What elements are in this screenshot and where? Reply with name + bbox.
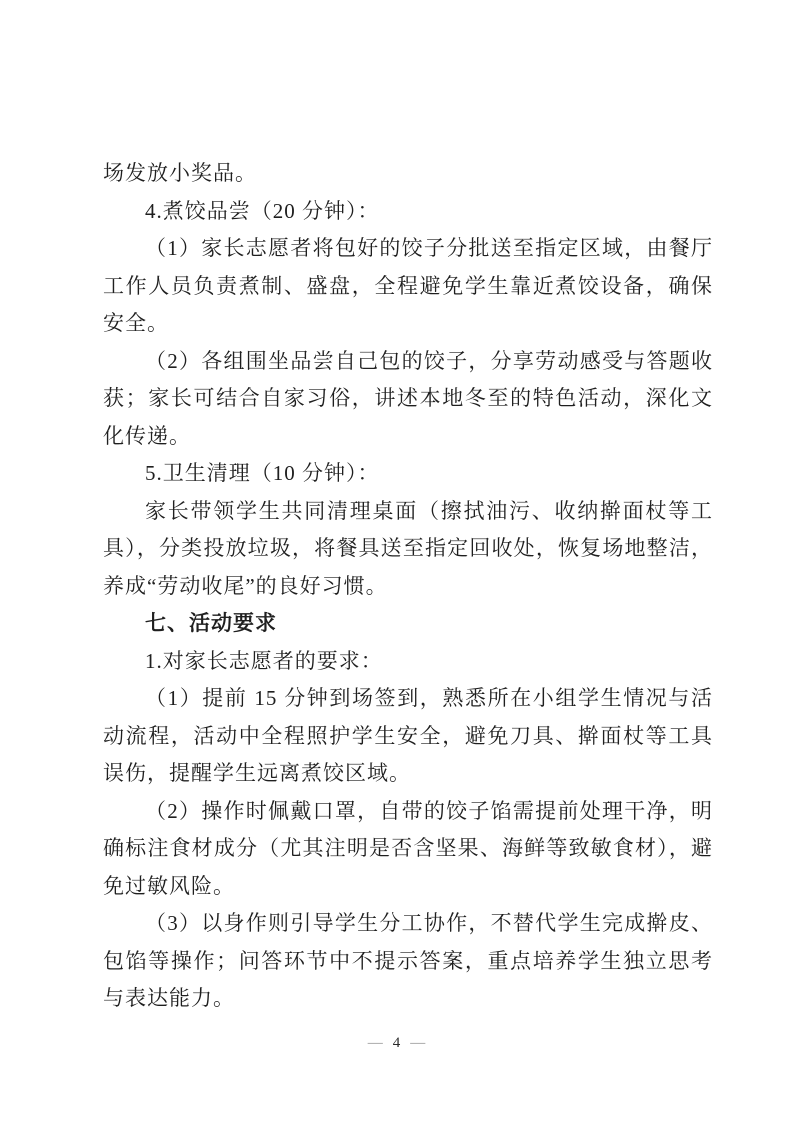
- paragraph: （1）提前 15 分钟到场签到，熟悉所在小组学生情况与活动流程，活动中全程照护学生安全，避免刀具、擀面杖等工具误伤，提醒学生远离煮饺区域。: [103, 686, 713, 785]
- sub-section-title: 1.对家长志愿者的要求：: [145, 648, 383, 673]
- section-heading: 七、活动要求: [145, 611, 277, 635]
- paragraph: （2）操作时佩戴口罩，自带的饺子馅需提前处理干净，明确标注食材成分（尤其注明是否含坚果、海鲜等致敏食材），避免过敏风险。: [103, 798, 713, 898]
- paragraph: （1）家长志愿者将包好的饺子分批送至指定区域，由餐厅工作人员负责煮制、盛盘，全程避免学生靠近煮饺设备，确保安全。: [103, 236, 713, 335]
- paragraph: （3）以身作则引导学生分工协作，不替代学生完成擀皮、包馅等操作；问答环节中不提示答案，重点培养学生独立思考与表达能力。: [103, 911, 713, 1010]
- paragraph: 家长带领学生共同清理桌面（擦拭油污、收纳擀面杖等工具），分类投放垃圾，将餐具送至指定回收处，恢复场地整洁，养成“劳动收尾”的良好习惯。: [103, 498, 713, 598]
- page-number-dash-right: —: [410, 1035, 426, 1051]
- page-number-dash-left: —: [367, 1035, 383, 1051]
- list-item-4-title: 4.煮饺品尝（20 分钟）：: [145, 198, 380, 223]
- page-footer: [0, 1033, 793, 1053]
- paragraph-continuation: 场发放小奖品。: [103, 161, 257, 185]
- paragraph: （2）各组围坐品尝自己包的饺子，分享劳动感受与答题收获；家长可结合自家习俗，讲述本地冬至的特色活动，深化文化传递。: [103, 348, 713, 448]
- page-number: 4: [392, 1035, 401, 1051]
- document-body: [103, 155, 713, 1018]
- list-item-5-title: 5.卫生清理（10 分钟）：: [145, 461, 380, 485]
